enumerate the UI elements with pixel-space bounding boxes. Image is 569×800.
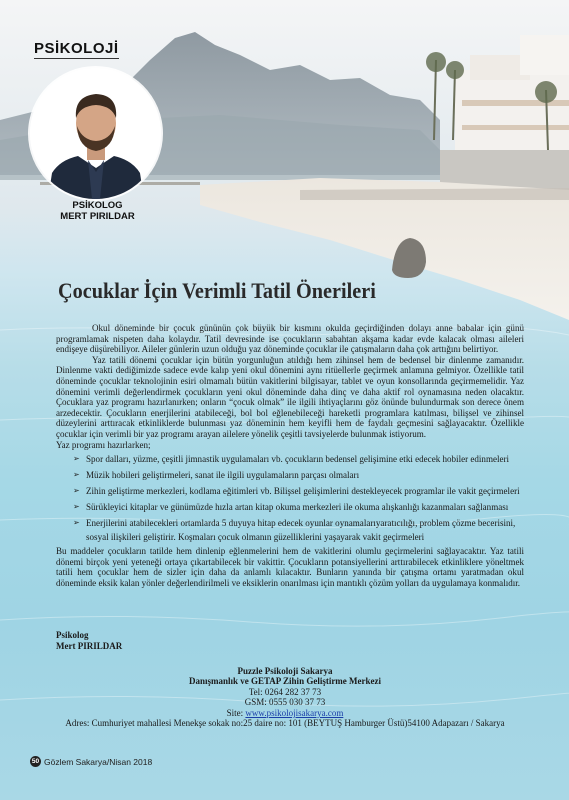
section-title-underline	[34, 58, 119, 59]
list-item-text: Spor dalları, yüzme, çeşitli jimnastik uygulamaları vb. çocukların bedensel gelişimine etki edecek hobiler edinmeleri	[86, 454, 510, 465]
article-body	[56, 323, 524, 589]
section-title-text: PSİKOLOJİ	[34, 40, 119, 57]
author-portrait-icon	[30, 68, 161, 199]
list-item	[56, 516, 524, 544]
org-subtitle: Danışmanlık ve GETAP Zihin Geliştirme Merkezi	[188, 676, 382, 687]
address-line: Adres: Cumhuriyet mahallesi Menekşe sokak no:25 daire no: 101 (BEYTUŞ Hamburger Üstü)54100 Adapazarı / Sakarya	[65, 718, 505, 729]
list-item	[56, 468, 524, 482]
site-link[interactable]: www.psikolojisakarya.com	[245, 707, 344, 718]
list-item-text: Enerjilerini atabilecekleri ortamlarda 5 duyuya hitap edecek oyunlar oynamalarıyaratıcılığı, problem çözme becerisini, sosyal ilişkileri geliştirir. Koşmaları çocuk olmanın güzelliklerini yaşayarak vakit geçirmeleri	[86, 518, 516, 543]
footer-text: Gözlem Sakarya/Nisan 2018	[44, 756, 153, 767]
list-item	[56, 452, 524, 466]
author-photo	[30, 68, 161, 199]
recommendation-list	[56, 452, 524, 544]
author-name: MERT PIRILDAR	[60, 211, 135, 222]
arrow-bullet-icon: ➢	[73, 518, 80, 528]
list-item	[56, 484, 524, 498]
arrow-bullet-icon: ➢	[73, 502, 80, 512]
list-item-text: Zihin geliştirme merkezleri, kodlama eğitimleri vb. Bilişsel gelişimlerini destekleyecek programlar ile vakit geçirmeleri	[86, 486, 520, 497]
list-item	[56, 500, 524, 514]
arrow-bullet-icon: ➢	[73, 486, 80, 496]
signature-name: Mert PIRILDAR	[56, 641, 123, 651]
arrow-bullet-icon: ➢	[73, 470, 80, 480]
list-label: Yaz programı hazırlarken;	[56, 439, 151, 450]
article-paragraph: Okul döneminde bir çocuk gününün çok büyük bir kısmını okulda geçirdiğinden dolayı anne babalar için günü programlamak nispeten daha kolaydır. Tatil devresinde ise çocukların sabahtan akşama kadar evde kalacak olması aileleri endişeye düşürebiliyor. Aileler günlerin uzun olduğu yaz döneminde çocuklar ile çatışmaların daha çok arttığını belirtiyor.	[56, 323, 524, 355]
section-title	[34, 40, 119, 57]
contact-block	[30, 666, 540, 728]
signature-role: Psikolog	[56, 630, 89, 640]
signature	[56, 630, 122, 652]
arrow-bullet-icon: ➢	[73, 454, 80, 464]
author-role: PSİKOLOG	[72, 200, 123, 211]
list-item-text: Müzik hobileri geliştirmeleri, sanat ile ilgili uygulamaların parçası olmaları	[86, 470, 360, 481]
article-paragraph: Yaz tatili dönemi çocuklar için bütün yorgunluğun atıldığı hem zihinsel hem de bedensel bir dinlenme zamanıdır. Dinlenme vakti dediğimizde sadece evde kalıp yeni okul dönemini aynı ritüellerle geçirmek anlamına gelmiyor. Özellikle tatil döneminde çocuklar teknolojinin esiri olmamalı bütün vakitlerini bilgisayar, tablet ve oyun konsollarında geçirmemelidir. Yaz dönemini verimli değerlendirmek çocukların yeni okul döneminde daha dinç ve daha aktif rol oynamasına neden olacaktır. Çocuklara yaz programı hazırlanırken; onların “çocuk olmak” ile ilgili ihtiyaçlarını göz önünde bulundurmak son derece önem arzedecektir. Çocukların enerjilerini atabileceği, bol bol eğlenebileceği hareketli programlara katılması, bilişsel ve zihinsel düzeylerini arttıracak etkinliklerde bulunması yaz döneminin hem keyifli hem de faydalı geçmesini sağlayacaktır. Özellikle çocuklar için verimli bir yaz programı arayan ailelere yönelik çeşitli tavsiyelerde bulunmak istiyorum.	[56, 354, 524, 439]
list-item-text: Sürükleyici kitaplar ve günümüzde hızla artan kitap okuma merkezleri ile okuma alışkanlığı kazanmaları sağlanması	[86, 502, 509, 513]
author-caption	[40, 200, 155, 222]
article-title: Çocuklar İçin Verimli Tatil Önerileri	[58, 278, 376, 303]
site-line	[30, 708, 540, 718]
closing-paragraph: Bu maddeler çocukların tatilde hem dinlenip eğlenmelerini hem de vakitlerini olumlu geçirmelerini sağlayacaktır. Yaz tatili dönemi birçok yeni yeteneği ortaya çıkartabilecek bir vakittir. Çocukların potansiyellerini arttırabilecek etkinliklere yöneltmek tatili hem çocuklar hem de sizler için daha da anlamlı kılacaktır. Bunların yanında bir çatışma ortamı yaratmadan okul döneminde eksik kalan yönler değerlendirilmeli ve eksiklerin onarılması için mantıklı çözüm yolları da uygulamaya konmalıdır.	[56, 546, 524, 588]
org-name: Puzzle Psikoloji Sakarya	[237, 666, 333, 676]
gsm-line: GSM: 0555 030 37 73	[244, 697, 326, 708]
page-number: 50	[31, 758, 40, 765]
page-footer	[30, 756, 152, 767]
tel-line: Tel: 0264 282 37 73	[248, 686, 322, 697]
site-label: Site:	[226, 707, 244, 718]
